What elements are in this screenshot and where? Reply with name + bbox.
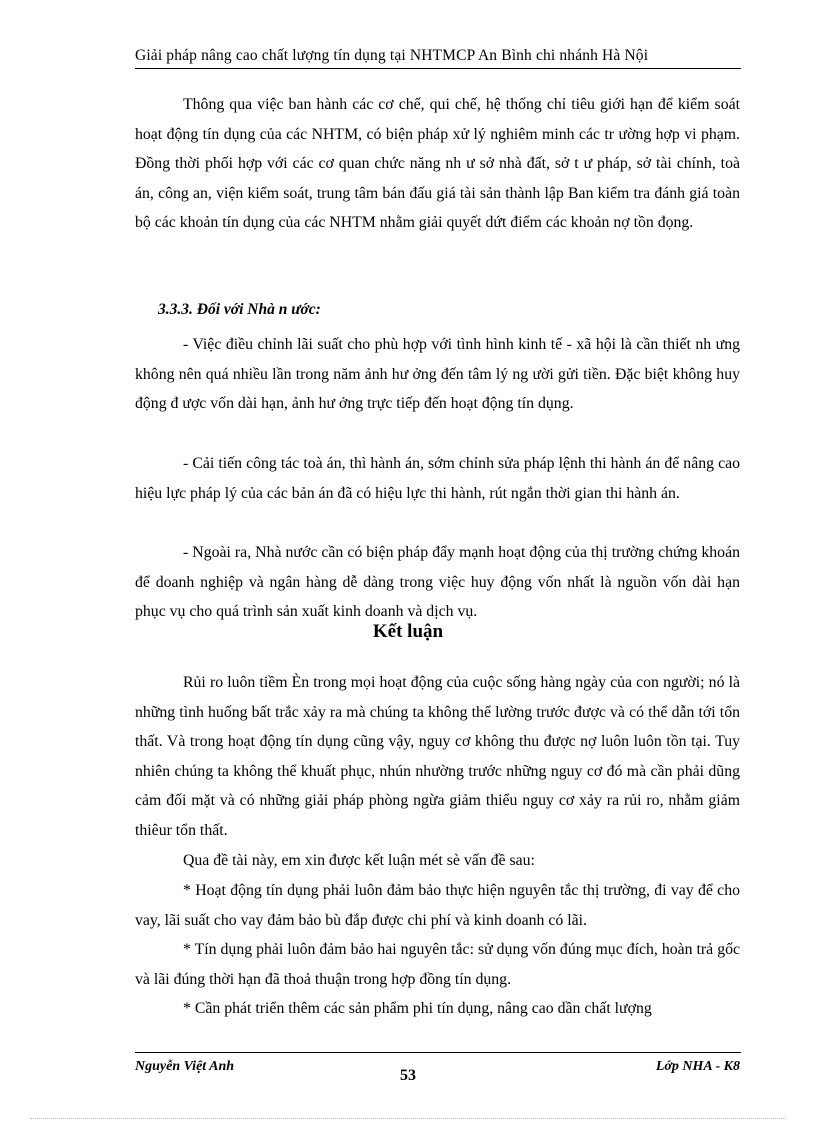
conclusion-paragraph-5: * Cần phát triển thêm các sản phẩm phi tín dụng, nâng cao dần chất lượng (183, 1000, 652, 1017)
page-number: 53 (400, 1067, 416, 1084)
bullet-paragraph-1: - Việc điều chỉnh lãi suất cho phù hợp với tình hình kinh tế - xã hội là cần thiết nh ưng không nên quá nhiều lần trong năm ảnh hư ởng đến tâm lý ng ười gửi tiền. Đặc biệt không huy động đ ược vốn dài hạn, ảnh hư ởng trực tiếp đến hoạt động tín dụng. (135, 336, 740, 413)
bullet-paragraph-3: - Ngoài ra, Nhà nước cần có biện pháp đẩy mạnh hoạt động của thị trường chứng khoán để doanh nghiệp và ngân hàng dễ dàng trong việc huy động vốn nhất là nguồn vốn dài hạn phục vụ cho quá trình sản xuất kinh doanh và dịch vụ. (135, 544, 740, 621)
footer-author: Nguyễn Việt Anh (135, 1059, 235, 1074)
bullet-paragraph-2: - Cải tiến công tác toà án, thì hành án, sớm chỉnh sửa pháp lệnh thi hành án để nâng cao hiệu lực pháp lý của các bản án đã có hiệu lực thi hành, rút ngắn thời gian thi hành án. (135, 455, 740, 502)
conclusion-paragraph-2: Qua đề tài này, em xin được kết luận mét sè vấn đề sau: (183, 852, 535, 869)
conclusion-paragraph-4: * Tín dụng phải luôn đảm bảo hai nguyên tắc: sử dụng vốn đúng mục đích, hoàn trả gốc và lãi đúng thời hạn đã thoả thuận trong hợp đồng tín dụng. (135, 941, 740, 988)
conclusion-paragraph-1: Rủi ro luôn tiềm Èn trong mọi hoạt động của cuộc sống hàng ngày của con người; nó là những tình huống bất trắc xảy ra mà chúng ta không thể lường trước được và có thể dẫn tới tổn thất. Và trong hoạt động tín dụng cũng vậy, nguy cơ không thu được nợ luôn luôn tồn tại. Tuy nhiên chúng ta không thể khuất phục, nhún nhường trước những nguy cơ đó mà cần phải dũng cảm đối mặt và có những giải pháp phòng ngừa giảm thiểu nguy cơ xảy ra rủi ro, nhằm giảm thiêur tổn thất. (135, 674, 740, 839)
header-divider (135, 68, 741, 69)
intro-paragraph: Thông qua việc ban hành các cơ chế, qui chế, hệ thống chỉ tiêu giới hạn để kiểm soát hoạt động tín dụng của các NHTM, có biện pháp xử lý nghiêm minh các tr ường hợp vi phạm. Đồng thời phối hợp với các cơ quan chức năng nh ư sở nhà đất, sở t ư pháp, sở tài chính, toà án, công an, viện kiểm soát, trung tâm bán đấu giá tài sản thành lập Ban kiểm tra đánh giá toàn bộ các khoản tín dụng của các NHTM nhằm giải quyết dứt điểm các khoản nợ tồn đọng. (135, 96, 740, 232)
conclusion-title: Kết luận (372, 621, 444, 642)
running-header: Giải pháp nâng cao chất lượng tín dụng tại NHTMCP An Bình chi nhánh Hà Nội (135, 47, 649, 64)
section-heading: 3.3.3. Đối với Nhà n ước: (158, 301, 321, 318)
footer-class: Lớp NHA - K8 (655, 1059, 740, 1074)
page-bottom-edge (30, 1118, 786, 1119)
footer-divider (135, 1052, 741, 1053)
conclusion-paragraph-3: * Hoạt động tín dụng phải luôn đảm bảo thực hiện nguyên tắc thị trường, đi vay để cho vay, lãi suất cho vay đảm bảo bù đắp được chi phí và kinh doanh có lãi. (135, 882, 740, 929)
